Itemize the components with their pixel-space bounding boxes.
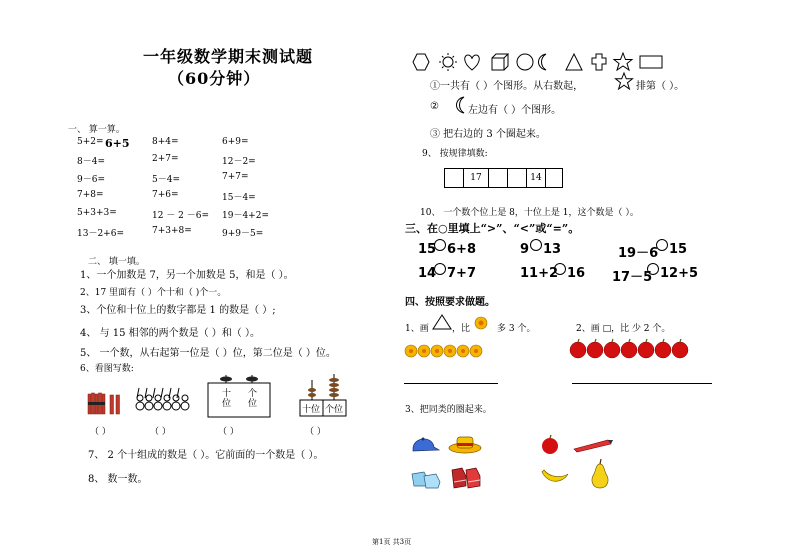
hat-icon (448, 433, 482, 455)
question-4-1b: ，比 (452, 324, 471, 334)
question-2-6: 6、看图写数: (80, 364, 134, 374)
compare-left: 19－6 (618, 246, 659, 261)
cap-icon (410, 433, 440, 455)
answer-blank: （ ） (305, 427, 326, 437)
place-ones-label: 个位 (325, 405, 344, 415)
compare-right: 13 (543, 242, 562, 257)
apple-icon (540, 435, 560, 455)
question-4-1a: 1、画 (405, 324, 429, 334)
sequence-cell: 17 (464, 169, 489, 187)
question-4-2: 2、画 □，比 少 2 个。 (576, 324, 671, 334)
compare-left: 15 (418, 242, 437, 257)
arith-cell: 7+3+8= (152, 226, 192, 236)
answer-blank: （ ） (150, 427, 171, 437)
sequence-cell[interactable] (508, 169, 527, 187)
arith-cell: 9+9－5= (222, 229, 264, 239)
question-2-5: 5、 一个数，从右起第一位是（ ）位，第二位是（ ）位。 (80, 348, 336, 359)
compare-circle[interactable] (656, 239, 668, 251)
shape-row-icon (412, 52, 664, 72)
abacus-icon (208, 375, 272, 419)
shape-question-1b: 排第（ ）。 (636, 81, 685, 92)
section-3-heading: 三、在○里填上“>”、“<”或“=”。 (405, 222, 580, 235)
answer-line[interactable] (404, 383, 498, 384)
compare-circle[interactable] (530, 239, 542, 251)
arith-cell: 2+7= (152, 154, 179, 164)
compare-right: 6+8 (447, 242, 476, 257)
arith-cell: 5+3+3= (77, 208, 117, 218)
question-2-2: 2、17 里面有（ ）个十和（ )个一。 (80, 288, 227, 298)
question-2-7: 7、 2 个十组成的数是（ ）。它前面的一个数是（ ）。 (88, 450, 324, 461)
arith-cell: 6+9= (222, 137, 249, 147)
compare-circle[interactable] (434, 239, 446, 251)
shoes-icon (410, 468, 442, 490)
arith-cell: 19－4+2= (222, 211, 269, 221)
arith-cell: 12－2= (222, 157, 256, 167)
question-4-1c: 多 3 个。 (497, 324, 536, 334)
question-4-3: 3、把同类的圈起来。 (405, 405, 492, 415)
mittens-icon (448, 466, 484, 492)
compare-circle[interactable] (434, 263, 446, 275)
star-icon (615, 72, 633, 90)
shape-question-3: ③ 把右边的 3 个圈起来。 (430, 129, 546, 140)
flower-row-icon (404, 344, 486, 358)
arith-cell: 7+6= (152, 190, 179, 200)
question-2-4: 4、 与 15 相邻的两个数是（ ）和（ ）。 (80, 328, 260, 339)
sequence-table (444, 168, 563, 188)
section-1-heading: 一、 算一算。 (68, 125, 125, 135)
answer-blank: （ ） (218, 427, 239, 437)
compare-right: 7+7 (447, 266, 476, 281)
question-2-3: 3、个位和十位上的数字都是 1 的数是（ ）; (80, 305, 276, 316)
arith-cell: 12 － 2 －6= (152, 211, 210, 221)
pencil-icon (572, 438, 614, 452)
question-10: 10、 一个数个位上是 8，十位上是 1，这个数是（ ）。 (420, 208, 639, 218)
arith-cell: 7+7= (222, 172, 249, 182)
sequence-cell: 14 (527, 169, 546, 187)
compare-circle[interactable] (554, 263, 566, 275)
sequence-cell[interactable] (445, 169, 464, 187)
shape-question-1: ①一共有（ ）个图形。从右数起， (430, 81, 584, 92)
compare-right: 16 (567, 266, 586, 281)
moon-icon (452, 95, 468, 115)
arith-cell: 13－2+6= (77, 229, 124, 239)
pear-icon (588, 458, 612, 490)
compare-left: 17－5 (612, 270, 653, 285)
place-tens-label: 十位 (302, 405, 321, 415)
page-footer: 第1页 共3页 (372, 538, 412, 546)
triangle-icon (432, 314, 452, 330)
bead-group-icon (135, 386, 191, 416)
arith-cell: 5－4= (152, 175, 180, 185)
arith-cell: 9－6= (77, 175, 105, 185)
flower-icon (474, 316, 488, 330)
sequence-cell[interactable] (546, 169, 563, 187)
compare-circle[interactable] (647, 263, 659, 275)
compare-left: 11+2 (520, 266, 559, 281)
compare-left: 9 (520, 242, 530, 257)
compare-right: 15 (669, 242, 688, 257)
compare-left: 14 (418, 266, 437, 281)
question-2-1: 1、一个加数是 7，另一个加数是 5，和是（ ）。 (80, 270, 294, 281)
apple-row-icon (569, 338, 701, 360)
shape-question-2-num: ② (430, 101, 439, 112)
arith-cell: 15－4= (222, 193, 256, 203)
abacus-ones-label: 个 位 (248, 389, 258, 409)
page-title: 一年级数学期末测试题 (143, 47, 314, 66)
question-2-8: 8、 数一数。 (88, 474, 148, 485)
banana-icon (540, 466, 570, 486)
arith-cell: 8+4= (152, 137, 179, 147)
compare-right: 12+5 (660, 266, 699, 281)
page-subtitle: （60分钟） (168, 69, 261, 88)
question-9: 9、 按规律填数: (422, 149, 488, 159)
section-2-heading: 二、 填一填。 (88, 257, 145, 267)
arith-cell: 7+8= (77, 190, 104, 200)
answer-blank: （ ） (90, 427, 111, 437)
section-4-heading: 四、按照要求做题。 (405, 297, 495, 308)
stick-bundle-icon (88, 392, 124, 416)
arith-cell: 5+2= (77, 137, 104, 147)
arith-cell: 8－4= (77, 157, 105, 167)
shape-question-2: 左边有（ ）个图形。 (468, 105, 562, 116)
sequence-cell[interactable] (489, 169, 508, 187)
abacus-tens-label: 十 位 (222, 389, 232, 409)
answer-line[interactable] (572, 383, 712, 384)
handwritten-note: 6+5 (105, 137, 130, 150)
